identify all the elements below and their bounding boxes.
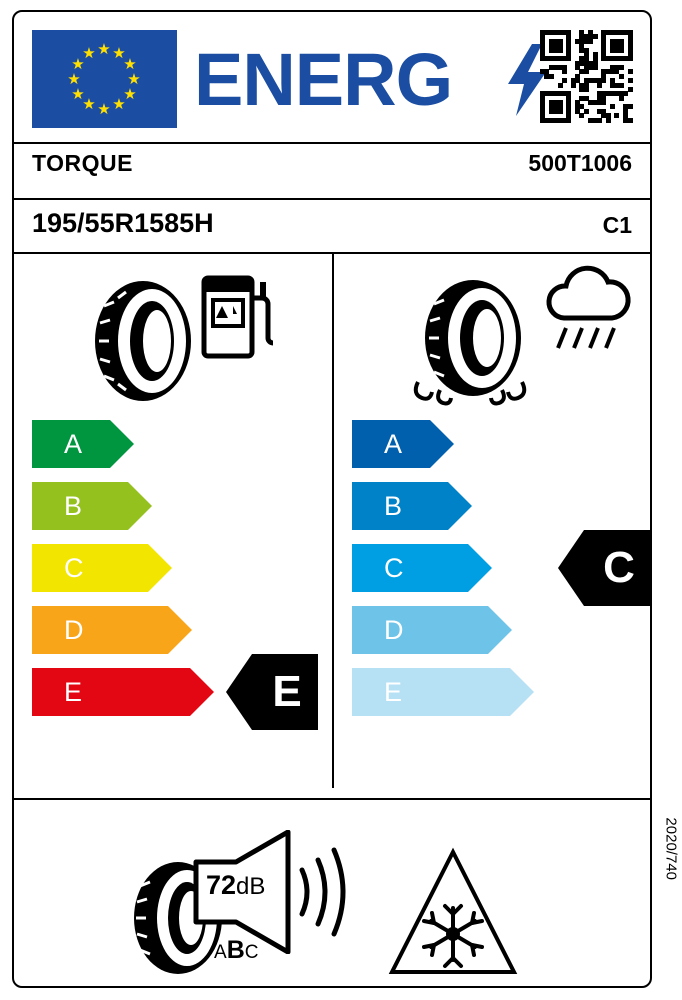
wet-result-letter: C bbox=[603, 543, 635, 592]
eu-star-icon: ★ bbox=[97, 40, 111, 58]
wet-grade-b-label: B bbox=[384, 491, 403, 521]
fuel-pump-icon bbox=[200, 268, 276, 360]
noise-db-number: 72 bbox=[206, 870, 237, 900]
eu-star-icon: ★ bbox=[112, 44, 126, 62]
wet-grade-a-label: A bbox=[384, 429, 403, 459]
wet-result-arrow bbox=[558, 530, 650, 606]
fuel-grade-e-label: E bbox=[64, 677, 83, 707]
brand-name: TORQUE bbox=[32, 150, 133, 176]
noise-class-c: C bbox=[244, 942, 259, 963]
fuel-grade-a-label: A bbox=[64, 429, 83, 459]
eu-star-icon: ★ bbox=[67, 70, 81, 88]
fuel-grade-a bbox=[32, 420, 134, 468]
wet-grade-c bbox=[352, 544, 492, 592]
tyre-size: 195/55R1585H bbox=[32, 208, 214, 238]
rain-cloud-icon bbox=[540, 262, 636, 362]
eu-star-icon: ★ bbox=[82, 96, 96, 114]
noise-db-unit: dB bbox=[236, 873, 266, 900]
eu-flag-icon bbox=[32, 30, 177, 128]
divider-2 bbox=[14, 198, 650, 200]
regulation-code: 2020/740 bbox=[663, 817, 680, 880]
product-code: 500T1006 bbox=[528, 150, 632, 176]
wet-grade-e bbox=[352, 668, 534, 716]
divider-1 bbox=[14, 142, 650, 144]
fuel-result-arrow bbox=[226, 654, 318, 730]
qr-code-icon bbox=[540, 30, 632, 122]
fuel-grade-e bbox=[32, 668, 214, 716]
fuel-grade-b bbox=[32, 482, 152, 530]
fuel-grade-d bbox=[32, 606, 192, 654]
noise-and-snow-section bbox=[14, 802, 650, 988]
eu-star-icon: ★ bbox=[123, 55, 137, 73]
eu-star-icon: ★ bbox=[71, 55, 85, 73]
tyre-icon bbox=[90, 278, 196, 404]
fuel-grade-c bbox=[32, 544, 172, 592]
fuel-grade-b-label: B bbox=[64, 491, 83, 521]
eu-star-icon: ★ bbox=[127, 70, 141, 88]
wet-grade-d bbox=[352, 606, 512, 654]
wet-grip-panel bbox=[334, 262, 652, 792]
noise-value bbox=[206, 870, 265, 901]
tyre-icon bbox=[410, 278, 536, 418]
fuel-grade-d-label: D bbox=[64, 615, 84, 645]
eu-star-icon: ★ bbox=[97, 100, 111, 118]
noise-class-b: B bbox=[226, 936, 245, 964]
noise-class-a: A bbox=[214, 942, 227, 963]
eu-star-icon: ★ bbox=[112, 96, 126, 114]
wet-grade-c-label: C bbox=[384, 553, 404, 583]
wet-grade-a bbox=[352, 420, 454, 468]
fuel-grade-c-label: C bbox=[64, 553, 84, 583]
eu-star-icon: ★ bbox=[71, 85, 85, 103]
tyre-class: C1 bbox=[602, 212, 632, 238]
wet-grade-d-label: D bbox=[384, 615, 404, 645]
eu-star-icon: ★ bbox=[82, 44, 96, 62]
energy-label-card bbox=[12, 10, 652, 988]
3pmsf-snowflake-icon bbox=[388, 846, 518, 978]
noise-class-scale bbox=[214, 936, 258, 965]
fuel-efficiency-panel bbox=[14, 262, 332, 792]
fuel-result-letter: E bbox=[272, 667, 302, 716]
label-header bbox=[14, 12, 650, 142]
wet-grade-b bbox=[352, 482, 472, 530]
wet-grade-e-label: E bbox=[384, 677, 403, 707]
eu-star-icon: ★ bbox=[123, 85, 137, 103]
energy-title: ENERG bbox=[194, 38, 453, 121]
divider-4 bbox=[14, 798, 650, 800]
